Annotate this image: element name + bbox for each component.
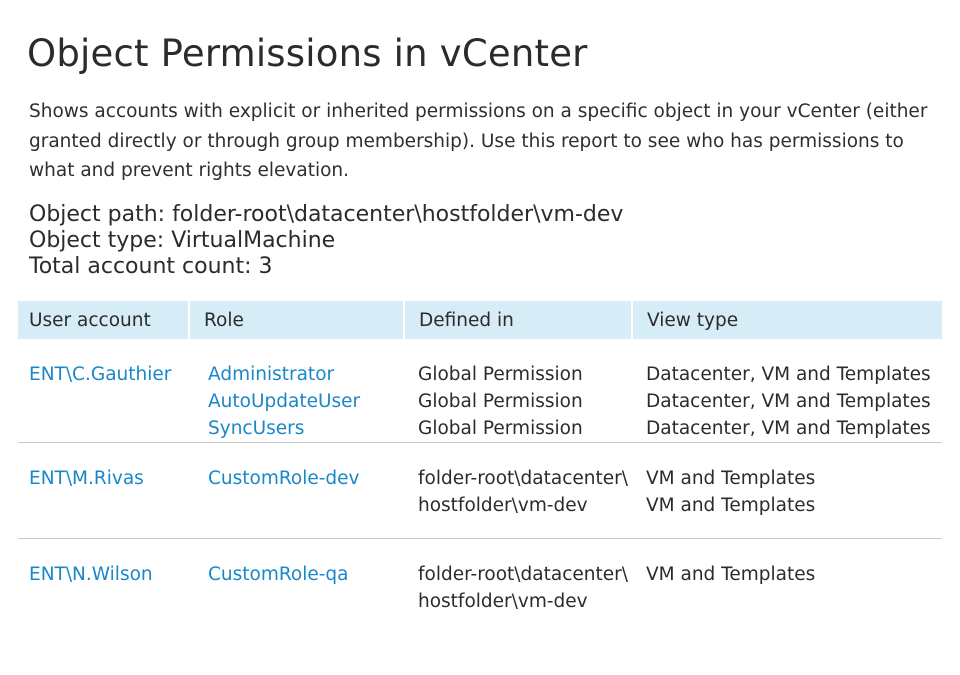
defined-in-value: hostfolder\vm-dev <box>418 495 588 516</box>
user-cell <box>18 339 189 443</box>
object-path: Object path: folder-root\datacenter\hostfolder\vm-dev <box>29 202 624 227</box>
defined-in-cell <box>404 539 632 635</box>
user-account-link[interactable]: ENT\C.Gauthier <box>29 364 172 385</box>
view-type-value: Datacenter, VM and Templates <box>646 418 931 439</box>
defined-in-value: Global Permission <box>418 391 583 412</box>
role-cell <box>189 539 404 635</box>
role-link[interactable]: Administrator <box>208 364 335 385</box>
role-link[interactable]: CustomRole-dev <box>208 468 360 489</box>
view-type-value: VM and Templates <box>646 468 816 489</box>
user-account-link[interactable]: ENT\M.Rivas <box>29 468 144 489</box>
column-header-defined-in: Defined in <box>404 301 632 339</box>
defined-in-cell <box>404 443 632 539</box>
defined-in-cell <box>404 339 632 443</box>
table-row <box>18 539 942 635</box>
account-count: Total account count: 3 <box>29 254 273 279</box>
page-title: Object Permissions in vCenter <box>27 32 588 75</box>
report-description: Shows accounts with explicit or inherited permissions on a specific object in your vCenter (either granted directly or through group membership). Use this report to see who has permissions to what and prevent rights elevation. <box>29 101 928 181</box>
user-cell <box>18 539 189 635</box>
role-cell <box>189 339 404 443</box>
view-type-cell <box>632 339 942 443</box>
permissions-table <box>18 301 942 635</box>
user-cell <box>18 443 189 539</box>
defined-in-value: hostfolder\vm-dev <box>418 591 588 612</box>
defined-in-value: Global Permission <box>418 364 583 385</box>
view-type-value: Datacenter, VM and Templates <box>646 391 931 412</box>
defined-in-value: folder-root\datacenter\ <box>418 564 628 585</box>
object-type: Object type: VirtualMachine <box>29 228 336 253</box>
role-link[interactable]: CustomRole-qa <box>208 564 349 585</box>
column-header-role: Role <box>189 301 404 339</box>
view-type-cell <box>632 539 942 635</box>
view-type-value: VM and Templates <box>646 495 816 516</box>
view-type-cell <box>632 443 942 539</box>
view-type-value: Datacenter, VM and Templates <box>646 364 931 385</box>
role-cell <box>189 443 404 539</box>
defined-in-value: Global Permission <box>418 418 583 439</box>
object-summary <box>29 202 623 280</box>
defined-in-value: folder-root\datacenter\ <box>418 468 628 489</box>
role-link[interactable]: AutoUpdateUser <box>208 391 361 412</box>
table-header <box>18 301 942 339</box>
table-row <box>18 443 942 539</box>
user-account-link[interactable]: ENT\N.Wilson <box>29 564 153 585</box>
column-header-view-type: View type <box>632 301 942 339</box>
role-link[interactable]: SyncUsers <box>208 418 305 439</box>
view-type-value: VM and Templates <box>646 564 816 585</box>
column-header-user-account: User account <box>18 301 189 339</box>
table-row <box>18 339 942 443</box>
